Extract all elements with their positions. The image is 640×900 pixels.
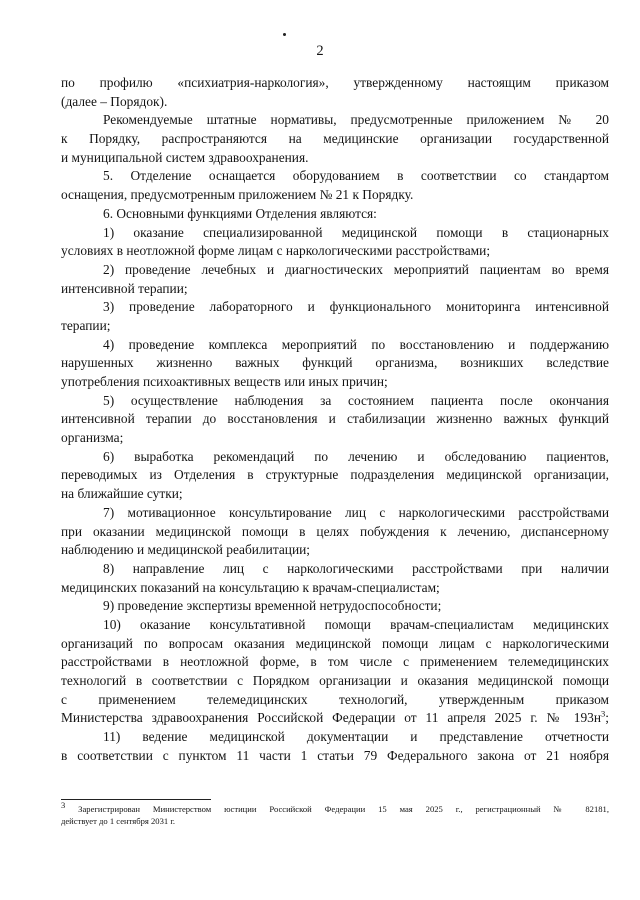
- scan-speck: [283, 33, 286, 36]
- text-line: [61, 541, 609, 560]
- text-line: [61, 616, 609, 635]
- text-line: [61, 242, 609, 261]
- text-line-content: 2) проведение лечебных и диагностических мероприятий пациентам во время: [103, 261, 609, 277]
- text-line: [61, 167, 609, 186]
- text-line: [61, 111, 609, 130]
- text-line: [61, 747, 609, 766]
- text-line-content: к Порядку, распространяются на медицинские организации государственной: [61, 131, 609, 147]
- text-line-content: 5) осуществление наблюдения за состоянием пациента после окончания: [103, 392, 609, 408]
- text-line-content: при оказании медицинской помощи в целях побуждения к лечению, диспансерному: [61, 523, 609, 539]
- text-line: [61, 485, 609, 504]
- footnote-text-1: Зарегистрирован Министерством юстиции Российской Федерации 15 мая 2025 г., регистрационный № 82181,: [65, 804, 609, 814]
- text-line: [61, 429, 609, 448]
- text-line-content: с применением телемедицинских технологий, утвержденным приказом: [61, 691, 609, 707]
- text-line-content: 3) проведение лабораторного и функционального мониторинга интенсивной: [103, 299, 609, 315]
- footnote: [61, 800, 609, 828]
- text-line-content: (далее – Порядок).: [61, 93, 168, 109]
- text-line: [61, 653, 609, 672]
- text-line-content: 6) выработка рекомендаций по лечению и обследованию пациентов,: [103, 448, 609, 464]
- text-line-content: 11) ведение медицинской документации и представление отчетности: [103, 729, 609, 745]
- text-line: [61, 354, 609, 373]
- footnote-reference: 3: [601, 708, 606, 719]
- text-line-content: на ближайшие сутки;: [61, 486, 183, 502]
- text-line-content: организаций по вопросам оказания медицинской помощи лицам с наркологическими: [61, 635, 609, 651]
- text-line: [61, 205, 609, 224]
- footnote-line-2: действует до 1 сентября 2031 г.: [61, 815, 176, 826]
- text-line-content: Рекомендуемые штатные нормативы, предусмотренные приложением № 20: [103, 112, 609, 128]
- text-line-content: 4) проведение комплекса мероприятий по восстановлению и поддержанию: [103, 336, 609, 352]
- text-line: [61, 74, 609, 93]
- text-line-content: 7) мотивационное консультирование лиц с наркологическими расстройствами: [103, 504, 609, 520]
- text-line-tail: ;: [605, 710, 609, 726]
- text-line: [61, 280, 609, 299]
- text-line: [61, 672, 609, 691]
- text-line: [61, 261, 609, 280]
- text-line: [61, 466, 609, 485]
- text-line-content: употребления психоактивных веществ или иных причин;: [61, 374, 388, 389]
- text-line: [61, 392, 609, 411]
- text-line: [61, 317, 609, 336]
- footnote-separator: [61, 799, 211, 800]
- text-line-content: оснащения, предусмотренным приложением № 21 к Порядку.: [61, 187, 414, 203]
- text-line: [61, 579, 609, 598]
- text-line-content: интенсивной терапии до восстановления и стабилизации жизненно важных функций: [61, 411, 609, 427]
- text-line-content: интенсивной терапии;: [61, 280, 188, 296]
- text-line: [61, 691, 609, 710]
- document-body: [61, 74, 609, 765]
- text-line-content: Министерства здравоохранения Российской Федерации от 11 апреля 2025 г. № 193н: [61, 710, 602, 726]
- text-line-content: по профилю «психиатрия-наркология», утвержденному настоящим приказом: [61, 75, 609, 90]
- text-line: [61, 560, 609, 579]
- text-line-content: расстройствами в неотложной форме, в том числе с применением телемедицинских: [61, 654, 609, 670]
- text-line: [61, 448, 609, 467]
- text-line: [61, 709, 609, 728]
- text-line: [61, 336, 609, 355]
- text-line-content: организма;: [61, 430, 124, 446]
- text-line: [61, 373, 609, 392]
- text-line: [61, 597, 609, 616]
- text-line-content: 5. Отделение оснащается оборудованием в соответствии со стандартом: [103, 168, 609, 184]
- text-line-content: и муниципальной систем здравоохранения.: [61, 149, 309, 165]
- text-line: [61, 635, 609, 654]
- text-line-content: наблюдению и медицинской реабилитации;: [61, 542, 310, 558]
- text-line-content: 9) проведение экспертизы временной нетрудоспособности;: [103, 598, 442, 614]
- text-line-content: условиях в неотложной форме лицам с наркологическими расстройствами;: [61, 243, 491, 259]
- text-line-content: терапии;: [61, 317, 111, 333]
- footnote-mark: 3: [61, 800, 66, 811]
- text-line-content: нарушенных жизненно важных функций организма, возникших вследствие: [61, 355, 609, 371]
- text-line: [61, 298, 609, 317]
- text-line: [61, 504, 609, 523]
- text-line-content: технологий в соответствии с Порядком организации и оказания медицинской помощи: [61, 673, 609, 688]
- text-line: [61, 728, 609, 747]
- text-line: [61, 149, 609, 168]
- text-line: [61, 186, 609, 205]
- text-line: [61, 410, 609, 429]
- text-line-content: в соответствии с пунктом 11 части 1 статьи 79 Федерального закона от 21 ноября: [61, 747, 609, 763]
- text-line-content: переводимых из Отделения в структурные подразделения медицинской организации,: [61, 467, 609, 483]
- text-line: [61, 130, 609, 149]
- text-line-content: 8) направление лиц с наркологическими расстройствами при наличии: [103, 560, 609, 576]
- text-line-content: медицинских показаний на консультацию к врачам-специалистам;: [61, 579, 440, 595]
- footnote-line-1: [61, 800, 609, 816]
- text-line-content: 10) оказание консультативной помощи врачам-специалистам медицинских: [103, 616, 609, 632]
- text-line: [61, 523, 609, 542]
- text-line-content: 6. Основными функциями Отделения являются:: [103, 205, 377, 221]
- text-line: [61, 224, 609, 243]
- text-line: [61, 93, 609, 112]
- page-number: 2: [316, 43, 324, 59]
- text-line-content: 1) оказание специализированной медицинской помощи в стационарных: [103, 224, 609, 240]
